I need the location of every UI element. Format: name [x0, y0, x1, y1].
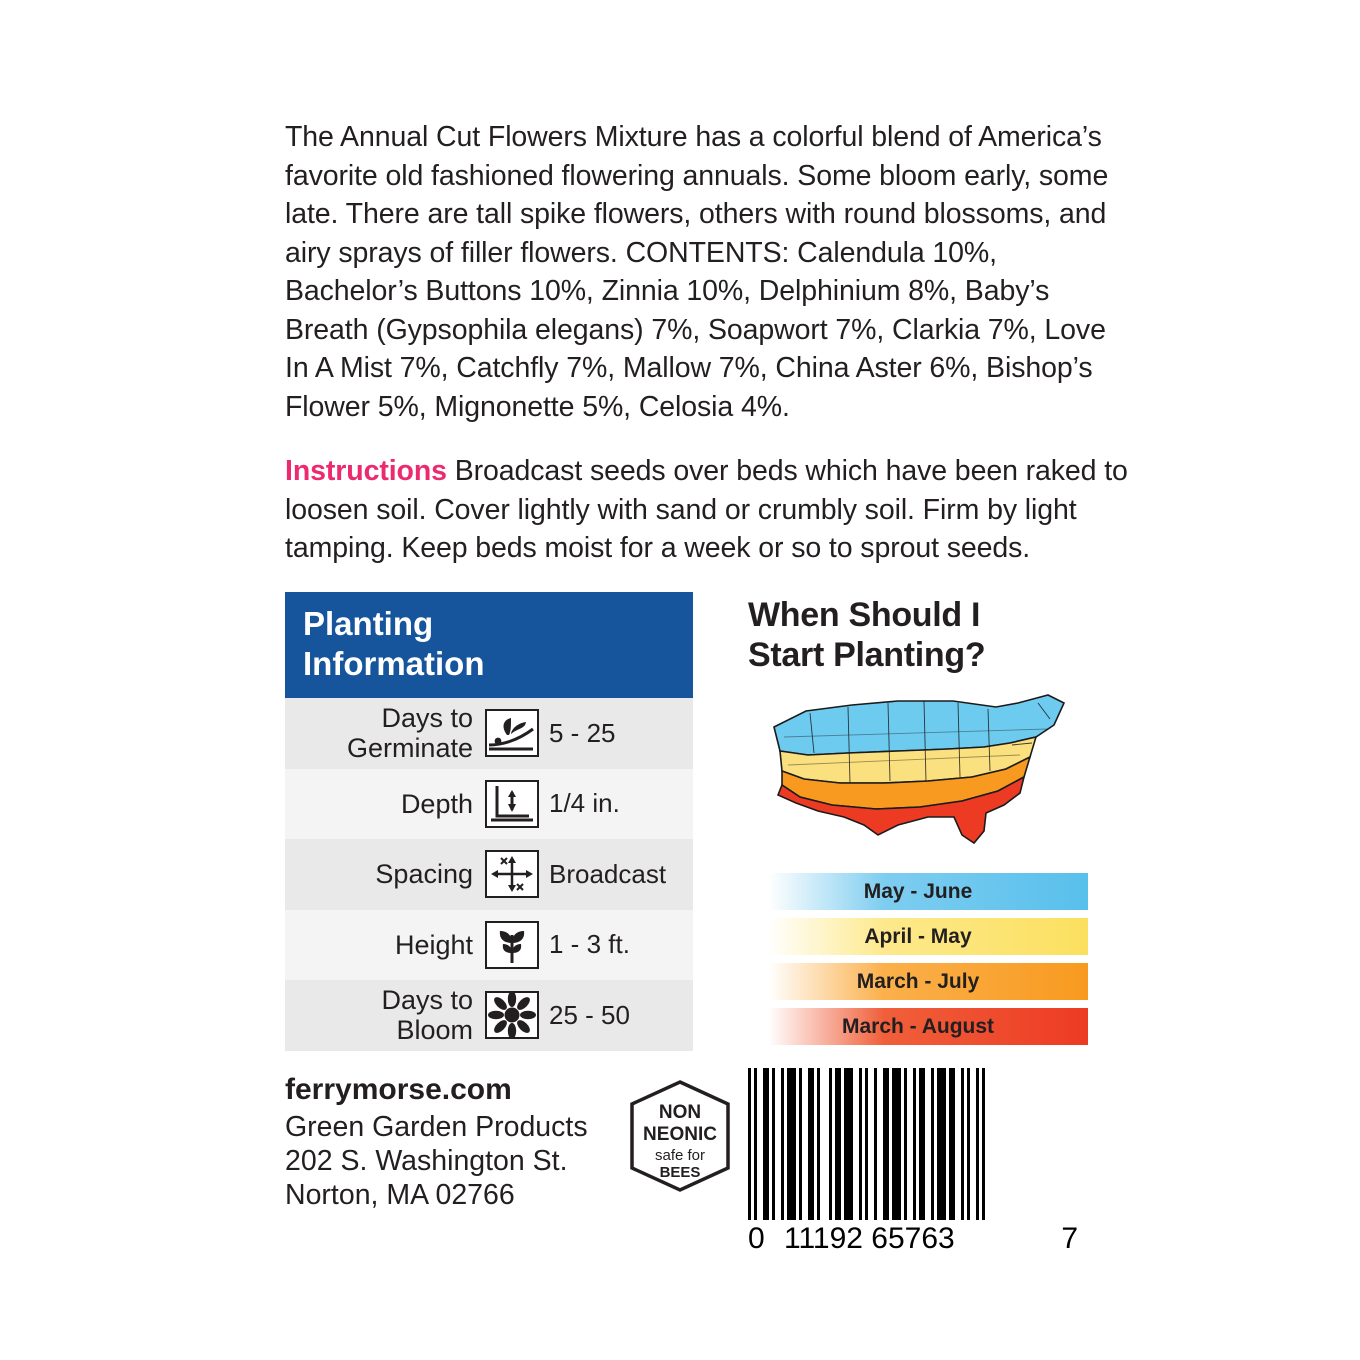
row-value: 5 - 25	[549, 717, 616, 748]
row-value: 25 - 50	[549, 999, 630, 1030]
row-value: Broadcast	[549, 858, 667, 889]
map-title	[748, 595, 1088, 675]
svg-text:NON: NON	[658, 1102, 702, 1123]
row-label: Days to Germinate	[346, 703, 473, 764]
row-value: 1 - 3 ft.	[549, 929, 630, 960]
legend-item: March - July	[748, 963, 1088, 1000]
svg-text:safe for: safe for	[654, 1147, 706, 1164]
legend-item: April - May	[748, 918, 1088, 955]
table-row	[285, 769, 693, 840]
usa-planting-zone-map	[748, 685, 1088, 855]
svg-text:BEES: BEES	[659, 1164, 701, 1181]
barcode	[748, 1068, 1078, 1258]
planting-information-table	[285, 592, 693, 1051]
table-row	[285, 980, 693, 1051]
instructions-paragraph	[285, 452, 1130, 568]
address-line-1: 202 S. Washington St.	[285, 1145, 568, 1177]
row-label: Height	[394, 929, 473, 960]
barcode-main-digits: 11192 65763	[784, 1222, 955, 1255]
table-row	[285, 839, 693, 910]
depth-arrow-icon	[485, 780, 539, 828]
company-name: Green Garden Products	[285, 1111, 588, 1143]
instructions-label: Instructions	[285, 455, 447, 487]
map-legend	[748, 873, 1088, 1045]
barcode-right-digit: 7	[1061, 1222, 1078, 1255]
table-row	[285, 698, 693, 769]
legend-item: March - August	[748, 1008, 1088, 1045]
instructions-text: Broadcast seeds over beds which have been raked to loosen soil. Cover lightly with sand or crumbly soil. Firm by light tamping. Keep beds moist for a week or so to sprout seeds.	[285, 455, 1128, 564]
planting-header-line2: Information	[303, 645, 485, 682]
company-info	[285, 1072, 615, 1212]
planting-information-header	[285, 592, 693, 698]
usa-map-icon	[748, 685, 1088, 860]
legend-item: May - June	[748, 873, 1088, 910]
barcode-left-digit: 0	[748, 1222, 765, 1255]
barcode-bars	[748, 1068, 1078, 1220]
row-label: Spacing	[375, 859, 473, 890]
table-row	[285, 910, 693, 981]
map-title-line1: When Should I	[748, 596, 981, 634]
map-title-line2: Start Planting?	[748, 636, 986, 674]
row-label: Days to Bloom	[381, 985, 473, 1046]
barcode-numbers	[748, 1222, 1078, 1258]
planting-zone-section	[748, 595, 1088, 1053]
seed-sprout-icon	[485, 709, 539, 757]
row-label: Depth	[400, 788, 473, 819]
flower-bloom-icon	[485, 991, 539, 1039]
svg-text:NEONIC: NEONIC	[643, 1124, 717, 1145]
address-line-2: Norton, MA 02766	[285, 1179, 515, 1211]
description-block	[285, 118, 1130, 568]
plant-height-icon	[485, 921, 539, 969]
row-value: 1/4 in.	[549, 788, 620, 819]
address-block	[285, 1110, 615, 1212]
website-link[interactable]: ferrymorse.com	[285, 1073, 512, 1106]
planting-header-line1: Planting	[303, 605, 434, 642]
non-neonic-badge	[628, 1080, 732, 1192]
description-paragraph: The Annual Cut Flowers Mixture has a colorful blend of America’s favorite old fashioned flowering annuals. Some bloom early, some late. There are tall spike flowers, others with round blossoms, and airy sprays of filler flowers. CONTENTS: Calendula 10%, Bachelor’s Buttons 10%, Zinnia 10%, Delphinium 8%, Baby’s Breath (Gypsophila elegans) 7%, Soapwort 7%, Clarkia 7%, Love In A Mist 7%, Catchfly 7%, Mallow 7%, China Aster 6%, Bishop’s Flower 5%, Mignonette 5%, Celosia 4%.	[285, 121, 1109, 423]
spacing-arrows-icon	[485, 850, 539, 898]
